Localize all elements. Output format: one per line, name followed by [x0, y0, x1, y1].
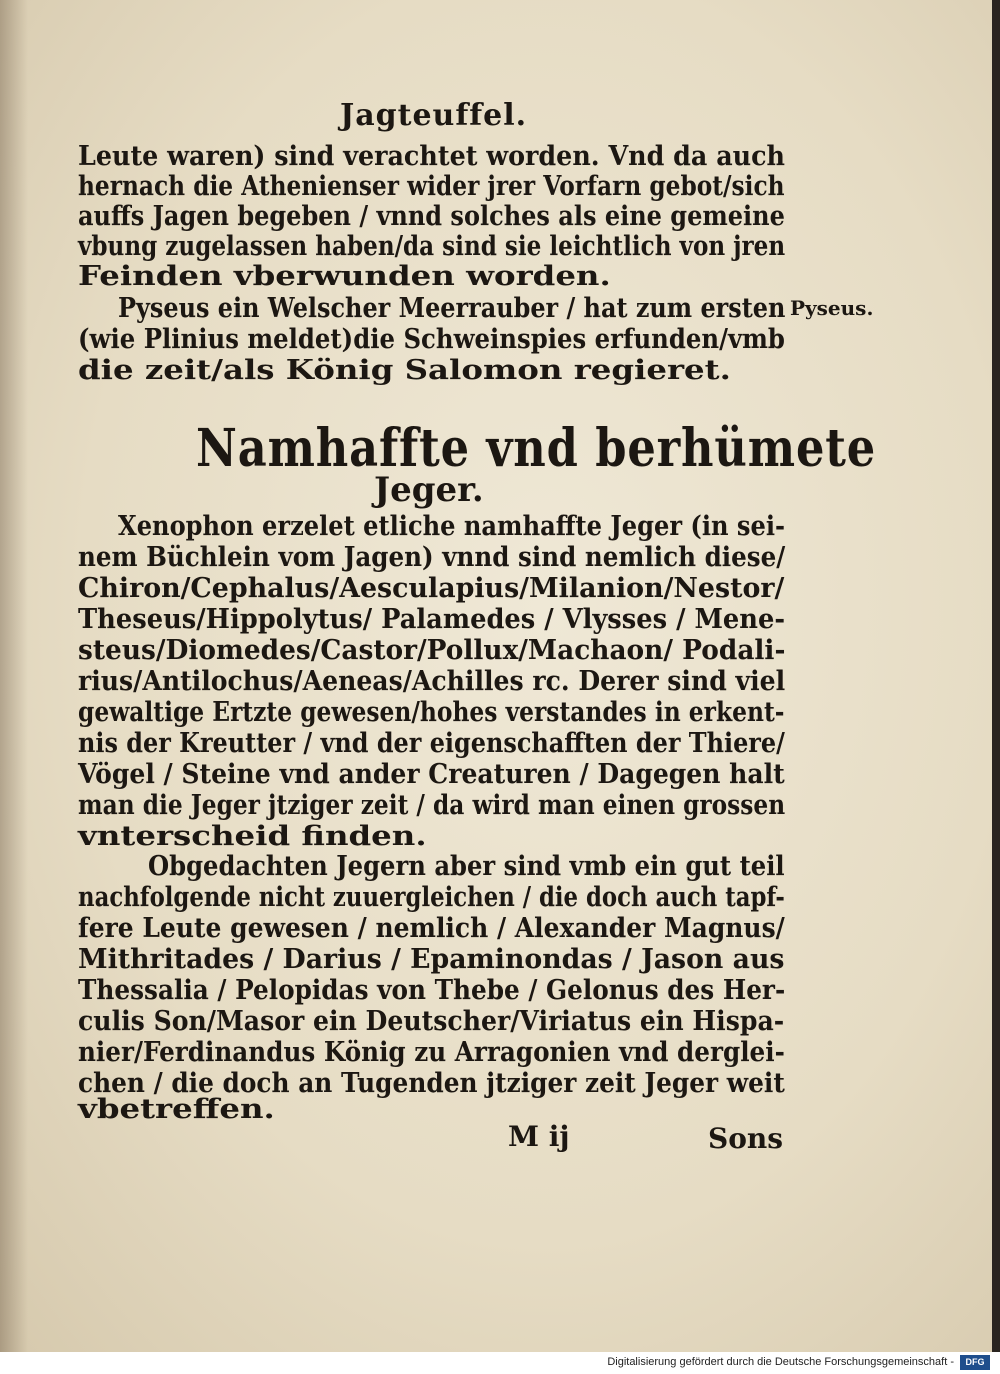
text-line: Vögel / Steine vnd ander Creaturen / Dagegen halt: [78, 759, 785, 790]
text-line: die zeit/als König Salomon regieret.: [78, 355, 731, 386]
section-heading: Namhaffte vnd berhümete: [196, 418, 877, 479]
text-line: culis Son/Masor ein Deutscher/Viriatus ein Hispa-: [78, 1006, 785, 1037]
text-line: Theseus/Hippolytus/ Palamedes / Vlysses / Mene-: [78, 604, 786, 635]
digitization-footer: [0, 1352, 1000, 1374]
text-line: vnterscheid finden.: [78, 821, 427, 852]
margin-note: Pyseus.: [790, 296, 874, 320]
text-line: (wie Plinius meldet)die Schweinspies erfunden/vmb: [78, 324, 785, 355]
text-line: auffs Jagen begeben / vnnd solches als eine gemeine: [78, 201, 785, 232]
footer-credit: Digitalisierung gefördert durch die Deutsche Forschungsgemeinschaft -: [607, 1356, 954, 1368]
catchword: Sons: [708, 1122, 784, 1155]
text-line: Thessalia / Pelopidas von Thebe / Gelonus des Her-: [78, 975, 786, 1006]
text-line: Obgedachten Jegern aber sind vmb ein gut teil: [148, 851, 785, 882]
text-line: Mithritades / Darius / Epaminondas / Jason aus: [78, 944, 785, 975]
text-line: man die Jeger jtziger zeit / da wird man einen grossen: [78, 790, 786, 821]
text-line: Chiron/Cephalus/Aesculapius/Milanion/Nestor/: [78, 573, 785, 604]
text-line: rius/Antilochus/Aeneas/Achilles rc. Derer sind viel: [78, 666, 786, 697]
text-line: vbung zugelassen haben/da sind sie leichtlich von jren: [78, 231, 786, 262]
text-line: fere Leute gewesen / nemlich / Alexander Magnus/: [78, 913, 785, 944]
text-line: Xenophon erzelet etliche namhaffte Jeger (in sei-: [118, 511, 786, 542]
signature-mark: M ij: [508, 1120, 570, 1153]
text-line: nem Büchlein vom Jagen) vnnd sind nemlich diese/: [78, 542, 786, 573]
dfg-logo: DFG: [960, 1355, 990, 1370]
text-line: Leute waren) sind verachtet worden. Vnd da auch: [78, 141, 785, 172]
text-line: gewaltige Ertzte gewesen/hohes verstandes in erkent-: [78, 697, 785, 728]
text-line: chen / die doch an Tugenden jtziger zeit Jeger weit: [78, 1068, 785, 1099]
text-line: nachfolgende nicht zuuergleichen / die doch auch tapf-: [78, 882, 785, 913]
text-line: Feinden vberwunden worden.: [78, 261, 611, 292]
text-line: Pyseus ein Welscher Meerrauber / hat zum ersten: [118, 293, 786, 324]
text-line: vbetreffen.: [78, 1094, 275, 1125]
text-line: nis der Kreutter / vnd der eigenschafften der Thiere/: [78, 728, 785, 759]
text-line: steus/Diomedes/Castor/Pollux/Machaon/ Podali-: [78, 635, 786, 666]
running-head: Jagteuffel.: [340, 98, 528, 133]
text-line: nier/Ferdinandus König zu Arragonien vnd derglei-: [78, 1037, 785, 1068]
section-heading-line2: Jeger.: [374, 470, 484, 510]
text-line: hernach die Athenienser wider jrer Vorfarn gebot/sich: [78, 171, 785, 202]
